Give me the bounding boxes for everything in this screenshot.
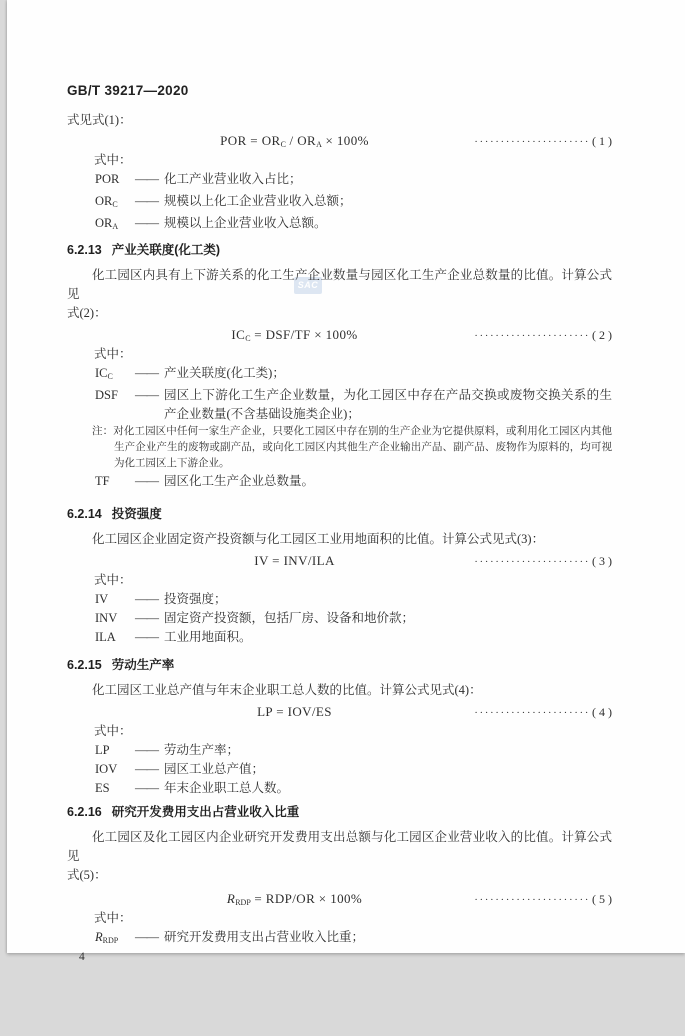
page-number: 4 xyxy=(79,951,85,963)
section-number: 6.2.15 xyxy=(67,658,102,672)
term-desc: 投资强度； xyxy=(164,592,227,606)
where-label: 式中： xyxy=(94,724,132,738)
term-row-ora xyxy=(95,214,612,236)
term-symbol: ES xyxy=(95,781,110,795)
term-symbol: IOV xyxy=(95,762,118,776)
sac-watermark: SAC xyxy=(294,277,322,294)
equation-number: ( 2 ) xyxy=(592,328,612,342)
term-desc: 年末企业职工总人数。 xyxy=(164,781,290,795)
term-symbol: INV xyxy=(95,611,118,625)
term-symbol: DSF xyxy=(95,388,118,402)
document-page xyxy=(7,0,685,963)
term-row-por xyxy=(95,170,612,192)
body-paragraph: 化工园区及化工园区内企业研究开发费用支出总额与化工园区企业营业收入的比值。计算公式见 xyxy=(67,830,612,863)
body-paragraph: 化工园区工业总产值与年末企业职工总人数的比值。计算公式见式(4)： xyxy=(92,683,482,697)
equation-1-reference xyxy=(474,131,612,151)
term-row-iov xyxy=(95,760,612,779)
term-desc: 研究开发费用支出占营业收入比重； xyxy=(164,930,365,944)
section-6-2-16-heading xyxy=(67,804,612,820)
term-row-lp xyxy=(95,741,612,760)
equation-4-reference xyxy=(474,702,612,722)
term-symbol: TF xyxy=(95,474,110,488)
term-symbol: IV xyxy=(95,592,109,606)
term-desc: 园区上下游化工生产企业数量，为化工园区中存在产品交换或废物交换关系的生产企业数量(不含基础设施类企业)； xyxy=(164,388,612,421)
formula-3: IV = INV/ILA xyxy=(254,553,335,568)
note-text: 注：对化工园区中任何一家生产企业，只要化工园区中存在别的生产企业为它提供原料，或利用化工园区内其他生产企业产生的废物或副产品，或向化工园区内其他生产企业输出产品、副产品、废物作为原料的，均可视为化工园区上下游企业。 xyxy=(92,426,612,469)
section-6-2-14-heading xyxy=(67,506,612,522)
section-6-2-13-heading xyxy=(67,242,612,258)
equation-5-reference xyxy=(474,889,612,909)
page-content xyxy=(7,83,685,1036)
term-desc: 规模以上企业营业收入总额。 xyxy=(164,216,327,230)
term-desc: 园区工业总产值； xyxy=(164,762,265,776)
formula-2: $IC_C = DSF/TF \times 100\%$ xyxy=(231,327,358,343)
term-dash: —— xyxy=(135,762,158,776)
term-desc: 规模以上化工企业营业收入总额； xyxy=(164,194,352,208)
term-dash: —— xyxy=(135,216,158,230)
term-row-icc xyxy=(95,364,612,386)
term-dash: —— xyxy=(135,611,158,625)
equation-number: ( 1 ) xyxy=(592,134,612,148)
formula-leader-dots: ······················ xyxy=(474,894,590,906)
term-row-es xyxy=(95,779,612,798)
formula-3-row xyxy=(67,551,612,571)
equation-2-reference xyxy=(474,325,612,345)
equation-number: ( 3 ) xyxy=(592,554,612,568)
term-desc: 产业关联度(化工类)； xyxy=(164,366,285,380)
formula-leader-dots: ······················ xyxy=(474,556,590,568)
section-title: 劳动生产率 xyxy=(111,658,175,672)
term-symbol: $OR_C$ xyxy=(95,194,118,209)
term-symbol: LP xyxy=(95,743,110,757)
formula-4: LP = IOV/ES xyxy=(257,704,332,719)
section-title: 投资强度 xyxy=(111,507,162,521)
term-dash: —— xyxy=(135,474,158,488)
section-title: 研究开发费用支出占营业收入比重 xyxy=(111,805,300,819)
term-dash: —— xyxy=(135,781,158,795)
section-number: 6.2.14 xyxy=(67,507,102,521)
term-row-ila xyxy=(95,628,612,647)
term-desc: 固定资产投资额，包括厂房、设备和地价款； xyxy=(164,611,415,625)
equation-number: ( 5 ) xyxy=(592,892,612,906)
term-row-rrdp xyxy=(95,928,612,950)
term-symbol: $R_{RDP}$ xyxy=(95,930,119,945)
term-symbol: ILA xyxy=(95,630,116,644)
formula-2-row xyxy=(67,325,612,345)
term-dash: —— xyxy=(135,194,158,208)
where-label: 式中： xyxy=(94,911,132,925)
term-desc: 化工产业营业收入占比； xyxy=(164,172,302,186)
equation-3-reference xyxy=(474,551,612,571)
section-6-2-15-heading xyxy=(67,657,612,673)
term-dash: —— xyxy=(135,366,158,380)
body-paragraph: 化工园区企业固定资产投资额与化工园区工业用地面积的比值。计算公式见式(3)： xyxy=(92,532,545,546)
body-paragraph: 式(2)： xyxy=(67,306,107,320)
term-desc: 工业用地面积。 xyxy=(164,630,252,644)
term-desc: 劳动生产率； xyxy=(164,743,240,757)
term-dash: —— xyxy=(135,930,158,944)
formula1-lead-text: 式见式(1)： xyxy=(67,113,132,127)
term-symbol: POR xyxy=(95,172,120,186)
formula-leader-dots: ······················ xyxy=(474,330,590,342)
equation-number: ( 4 ) xyxy=(592,705,612,719)
section-number: 6.2.16 xyxy=(67,805,102,819)
term-symbol: $OR_A$ xyxy=(95,216,119,231)
term-desc: 园区化工生产企业总数量。 xyxy=(164,474,315,488)
term-row-orc xyxy=(95,192,612,214)
section-title: 产业关联度(化工类) xyxy=(111,243,221,257)
term-row-iv xyxy=(95,590,612,609)
doc-code-header: GB/T 39217—2020 xyxy=(67,83,189,98)
term-dash: —— xyxy=(135,630,158,644)
where-label: 式中： xyxy=(94,153,132,167)
term-dash: —— xyxy=(135,592,158,606)
formula-5-row xyxy=(67,889,612,909)
term-row-dsf xyxy=(95,386,612,424)
formula-4-row xyxy=(67,702,612,722)
formula-leader-dots: ······················ xyxy=(474,707,590,719)
formula-leader-dots: ······················ xyxy=(474,136,590,148)
term-dash: —— xyxy=(135,172,158,186)
formula-5: $R_{RDP} = RDP/OR \times 100\%$ xyxy=(226,891,363,907)
section-number: 6.2.13 xyxy=(67,243,102,257)
where-label: 式中： xyxy=(94,347,132,361)
body-paragraph: 式(5)： xyxy=(67,868,107,882)
term-dash: —— xyxy=(135,743,158,757)
term-dash: —— xyxy=(135,388,158,402)
body-paragraph: 化工园区内具有上下游关系的化工生产企业数量与园区化工生产企业总数量的比值。计算公式见 xyxy=(67,268,612,301)
term-row-tf xyxy=(95,472,612,494)
term-row-inv xyxy=(95,609,612,628)
formula-1: POR = $OR_C / OR_A \times 100\%$ xyxy=(220,133,369,149)
formula-1-row xyxy=(67,131,612,151)
where-label: 式中： xyxy=(94,573,132,587)
term-symbol: $IC_C$ xyxy=(95,366,113,381)
